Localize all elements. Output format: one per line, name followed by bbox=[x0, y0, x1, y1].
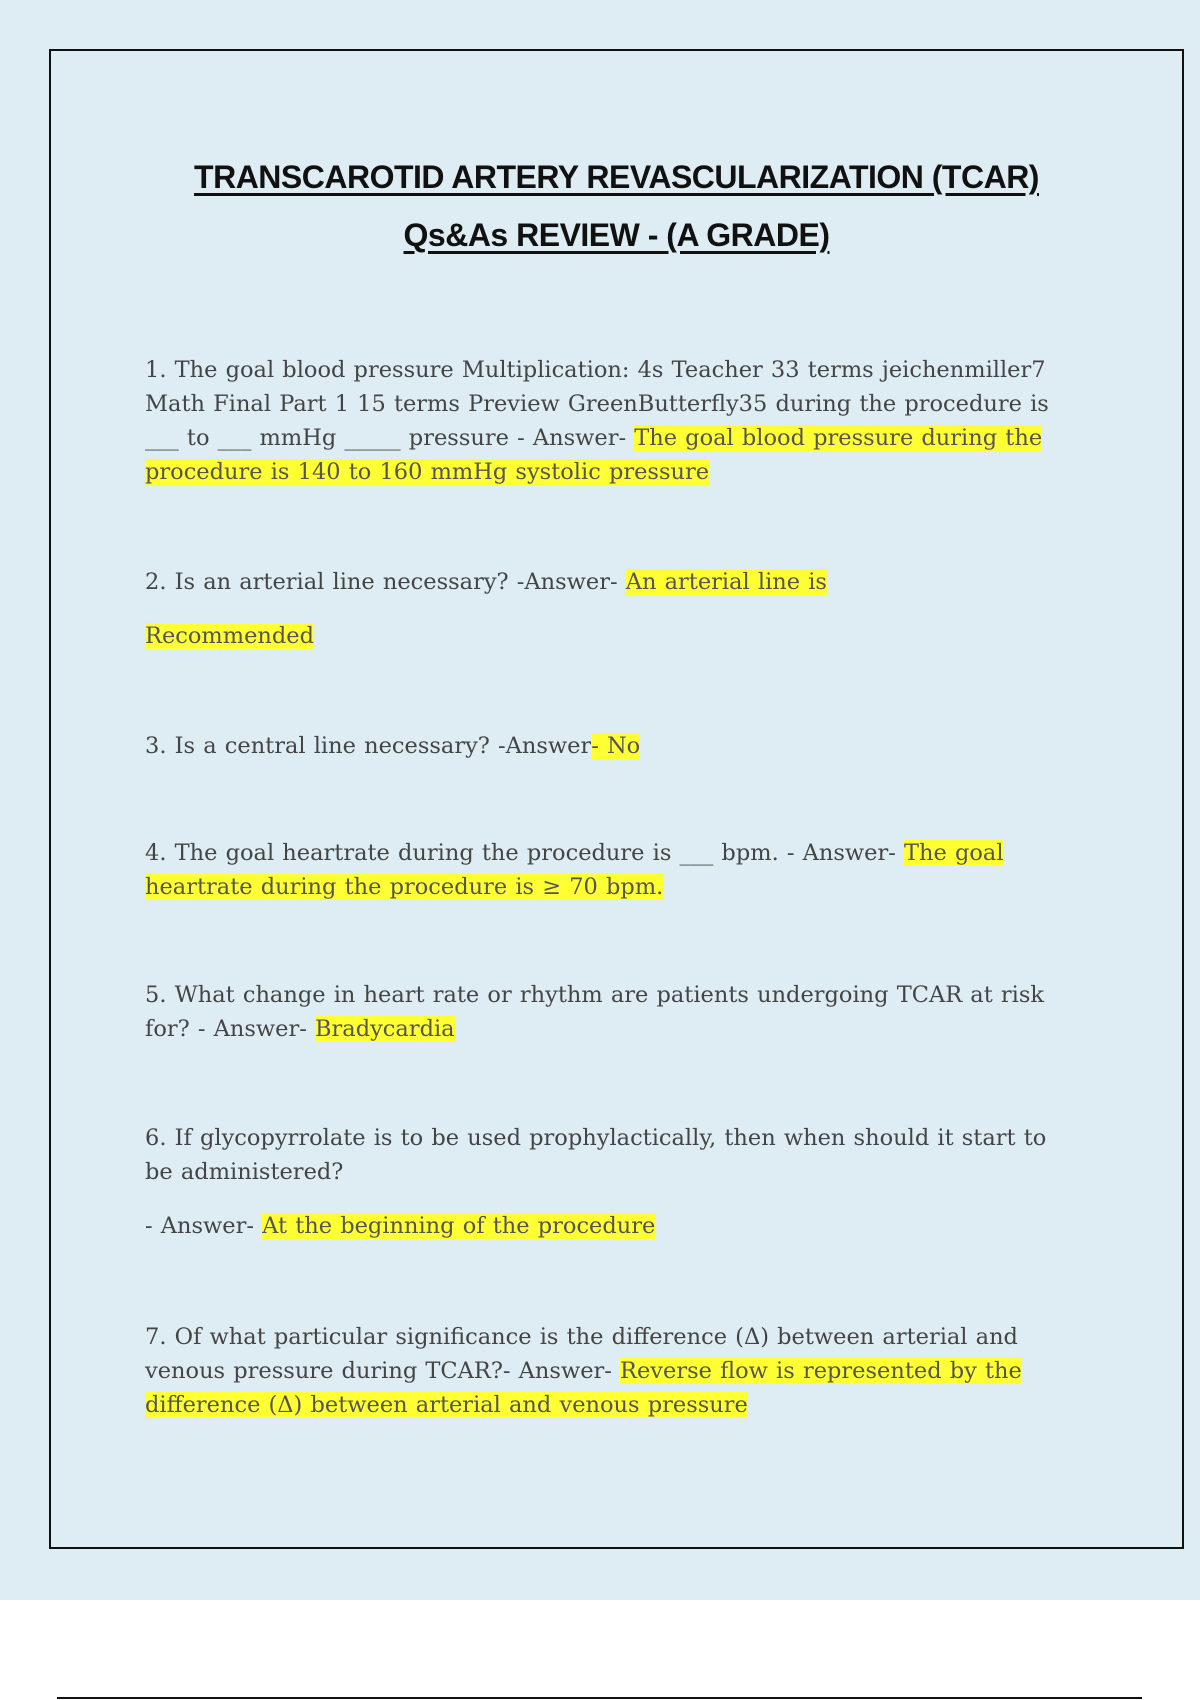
document-title bbox=[49, 148, 1184, 264]
answer-highlight: Reverse flow is represented by the difference (Δ) between arterial and venous pressure bbox=[145, 1358, 1022, 1418]
qa-item-7 bbox=[145, 1320, 1065, 1422]
answer-highlight: The goal blood pressure during the procedure is 140 to 160 mmHg systolic pressure bbox=[145, 425, 1043, 485]
answer-prefix: - Answer- bbox=[145, 1213, 263, 1239]
question-text: 4. The goal heartrate during the procedure is ___ bpm. - Answer- bbox=[145, 840, 904, 866]
question-text: 1. The goal blood pressure Multiplication: 4s Teacher 33 terms jeichenmiller7 Math Final Part 1 15 terms Preview GreenButterfly35 during the procedure is ___ to ___ mmHg _____ pressure - Answer- bbox=[145, 357, 1049, 451]
answer-highlight: The goal heartrate during the procedure is ≥ 70 bpm. bbox=[145, 840, 1004, 900]
qa-item-1 bbox=[145, 353, 1065, 489]
answer-highlight: An arterial line is bbox=[625, 569, 827, 595]
answer-highlight-continued: Recommended bbox=[145, 623, 315, 649]
qa-item-6 bbox=[145, 1121, 1065, 1243]
question-text: 5. What change in heart rate or rhythm are patients undergoing TCAR at risk for? - Answer- bbox=[145, 982, 1045, 1042]
qa-item-5 bbox=[145, 978, 1065, 1046]
qa-item-4 bbox=[145, 836, 1065, 904]
title-line-1: TRANSCAROTID ARTERY REVASCULARIZATION (TCAR) bbox=[194, 159, 1039, 195]
question-text: 7. Of what particular significance is the difference (Δ) between arterial and venous pressure during TCAR?- Answer- bbox=[145, 1324, 1018, 1384]
question-text: 6. If glycopyrrolate is to be used prophylactically, then when should it start to be administered? bbox=[145, 1125, 1047, 1185]
answer-highlight: Bradycardia bbox=[314, 1016, 455, 1042]
answer-highlight: At the beginning of the procedure bbox=[262, 1213, 656, 1239]
question-text: 2. Is an arterial line necessary? -Answer- bbox=[145, 569, 626, 595]
question-text: 3. Is a central line necessary? -Answer bbox=[145, 733, 592, 759]
qa-item-3 bbox=[145, 729, 1065, 763]
footer-rule bbox=[57, 1697, 1142, 1699]
title-line-2: Qs&As REVIEW - (A GRADE) bbox=[403, 217, 830, 253]
qa-item-2 bbox=[145, 565, 1065, 653]
answer-highlight: - No bbox=[591, 733, 641, 759]
